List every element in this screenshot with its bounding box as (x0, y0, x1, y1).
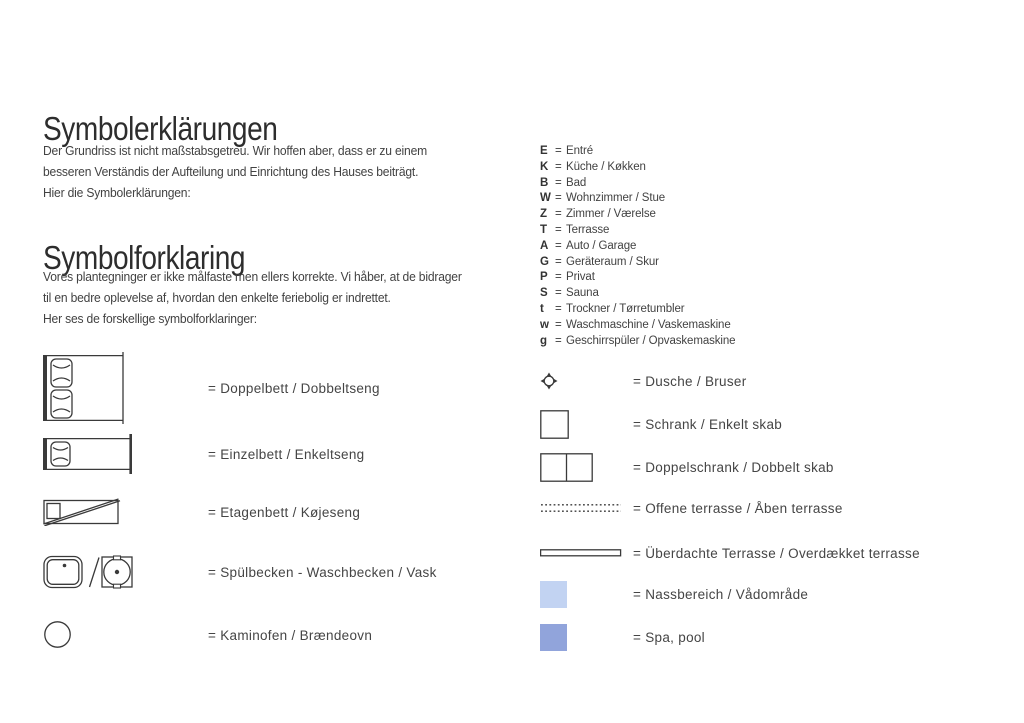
equals-sign: = (555, 160, 562, 173)
symbol-label: = Dusche / Bruser (633, 373, 747, 389)
wood-stove-icon (43, 620, 73, 650)
equals-sign: = (555, 287, 562, 300)
symbol-cell (43, 498, 208, 526)
abbreviation-value: Waschmaschine / Vaskemaskine (566, 318, 731, 331)
spa-pool-swatch (540, 624, 567, 651)
abbreviation-row (540, 160, 735, 176)
legend-row-double-bed (43, 352, 380, 424)
equals-sign: = (555, 145, 562, 157)
abbreviation-row (540, 270, 735, 286)
abbreviation-key: t (540, 302, 544, 315)
symbol-cell (540, 503, 633, 513)
symbol-cell (540, 453, 633, 482)
equals-sign: = (555, 239, 562, 252)
abbreviation-key: w (540, 318, 549, 331)
symbol-label: = Etagenbett / Køjeseng (208, 504, 361, 520)
abbreviation-key: E (540, 145, 548, 157)
legend-row-single-bed (43, 434, 364, 474)
page-title-danish: Symbolforklaring (43, 239, 246, 277)
abbreviation-key: G (540, 255, 549, 268)
abbreviation-key: S (540, 287, 548, 300)
equals-sign: = (555, 208, 562, 221)
equals-sign: = (555, 192, 562, 205)
abbreviation-row (540, 176, 735, 192)
abbreviation-row (540, 255, 735, 271)
abbreviation-key: T (540, 223, 547, 236)
intro-paragraph-german (43, 140, 427, 203)
covered-terrace-icon (540, 549, 622, 557)
abbreviation-value: Bad (566, 176, 587, 189)
abbreviation-key: B (540, 176, 549, 189)
abbreviation-key: Z (540, 208, 547, 221)
symbol-label: = Schrank / Enkelt skab (633, 417, 783, 432)
open-terrace-icon (540, 503, 622, 513)
symbol-label: = Doppelbett / Dobbeltseng (208, 380, 380, 396)
abbreviation-value: Entré (566, 145, 593, 157)
legend-row-single-cabinet (540, 410, 782, 439)
legend-row-double-cabinet (540, 453, 834, 482)
abbreviation-value: Sauna (566, 287, 599, 300)
abbreviation-key: W (540, 192, 551, 205)
symbol-cell (43, 434, 208, 474)
wet-area-swatch (540, 581, 567, 608)
sink-washbasin-icon (43, 554, 133, 590)
abbreviation-row (540, 223, 735, 239)
symbol-cell (540, 581, 633, 608)
symbol-cell (43, 620, 208, 650)
shower-icon (540, 372, 558, 390)
abbreviation-value: Trockner / Tørretumbler (566, 302, 685, 315)
abbreviation-list (540, 144, 735, 349)
abbreviation-row (540, 239, 735, 255)
abbreviation-row (540, 207, 735, 223)
symbol-label: = Spülbecken - Waschbecken / Vask (208, 564, 437, 580)
legend-row-wet-area (540, 581, 808, 608)
abbreviation-row (540, 318, 735, 334)
equals-sign: = (555, 255, 562, 268)
abbreviation-value: Geräteraum / Skur (566, 255, 659, 268)
double-bed-icon (43, 352, 127, 424)
abbreviation-value: Terrasse (566, 223, 610, 236)
paragraph-line: Der Grundriss ist nicht maßstabsgetreu. Wir hoffen aber, dass er zu einem (43, 143, 428, 158)
symbol-label: = Überdachte Terrasse / Overdækket terrasse (633, 545, 920, 561)
abbreviation-row (540, 144, 735, 160)
abbreviation-key: g (540, 334, 547, 347)
legend-row-covered-terrace (540, 545, 920, 561)
symbol-label: = Kaminofen / Brændeovn (208, 627, 373, 643)
symbol-cell (43, 352, 208, 424)
symbol-label: = Spa, pool (633, 630, 705, 645)
abbreviation-row (540, 334, 735, 350)
legend-row-bunk-bed (43, 498, 360, 526)
symbol-cell (540, 624, 633, 651)
symbol-label: = Nassbereich / Vådområde (633, 587, 809, 602)
intro-paragraph-danish (43, 266, 462, 329)
legend-row-open-terrace (540, 500, 843, 516)
legend-row-sink (43, 554, 437, 590)
symbol-label: = Einzelbett / Enkeltseng (208, 446, 365, 462)
abbreviation-key: K (540, 160, 549, 173)
legend-row-shower (540, 372, 747, 390)
equals-sign: = (555, 223, 562, 236)
abbreviation-value: Zimmer / Værelse (566, 208, 656, 221)
abbreviation-value: Geschirrspüler / Opvaskemaskine (566, 334, 736, 347)
abbreviation-value: Wohnzimmer / Stue (566, 192, 666, 205)
legend-row-wood-stove (43, 620, 372, 650)
double-cabinet-icon (540, 453, 593, 482)
abbreviation-row (540, 302, 735, 318)
paragraph-line: Hier die Symbolerklärungen: (43, 185, 191, 200)
abbreviation-key: P (540, 271, 548, 284)
abbreviation-row (540, 286, 735, 302)
abbreviation-value: Auto / Garage (566, 239, 637, 252)
abbreviation-value: Privat (566, 271, 595, 284)
symbol-label: = Offene terrasse / Åben terrasse (633, 500, 843, 516)
equals-sign: = (555, 318, 562, 331)
symbol-cell (540, 410, 633, 439)
bunk-bed-icon (43, 498, 121, 526)
paragraph-line: besseren Verständis der Aufteilung und Einrichtung des Hauses beiträgt. (43, 164, 419, 179)
abbreviation-row (540, 191, 735, 207)
paragraph-line: Vores plantegninger er ikke målfaste men ellers korrekte. Vi håber, at de bidrager (43, 269, 462, 284)
abbreviation-key: A (540, 239, 549, 252)
equals-sign: = (555, 271, 562, 284)
legend-row-spa-pool (540, 624, 705, 651)
equals-sign: = (555, 176, 562, 189)
single-bed-icon (43, 434, 135, 474)
symbol-cell (540, 372, 633, 390)
symbol-cell (43, 554, 208, 590)
symbol-cell (540, 549, 633, 557)
abbreviation-value: Küche / Køkken (566, 160, 646, 173)
paragraph-line: til en bedre oplevelse af, hvordan den enkelte feriebolig er indrettet. (43, 290, 391, 305)
equals-sign: = (555, 334, 562, 347)
single-cabinet-icon (540, 410, 569, 439)
equals-sign: = (555, 302, 562, 315)
symbol-label: = Doppelschrank / Dobbelt skab (633, 460, 834, 475)
page-title-german: Symbolerklärungen (43, 110, 278, 148)
paragraph-line: Her ses de forskellige symbolforklaringer: (43, 311, 257, 326)
